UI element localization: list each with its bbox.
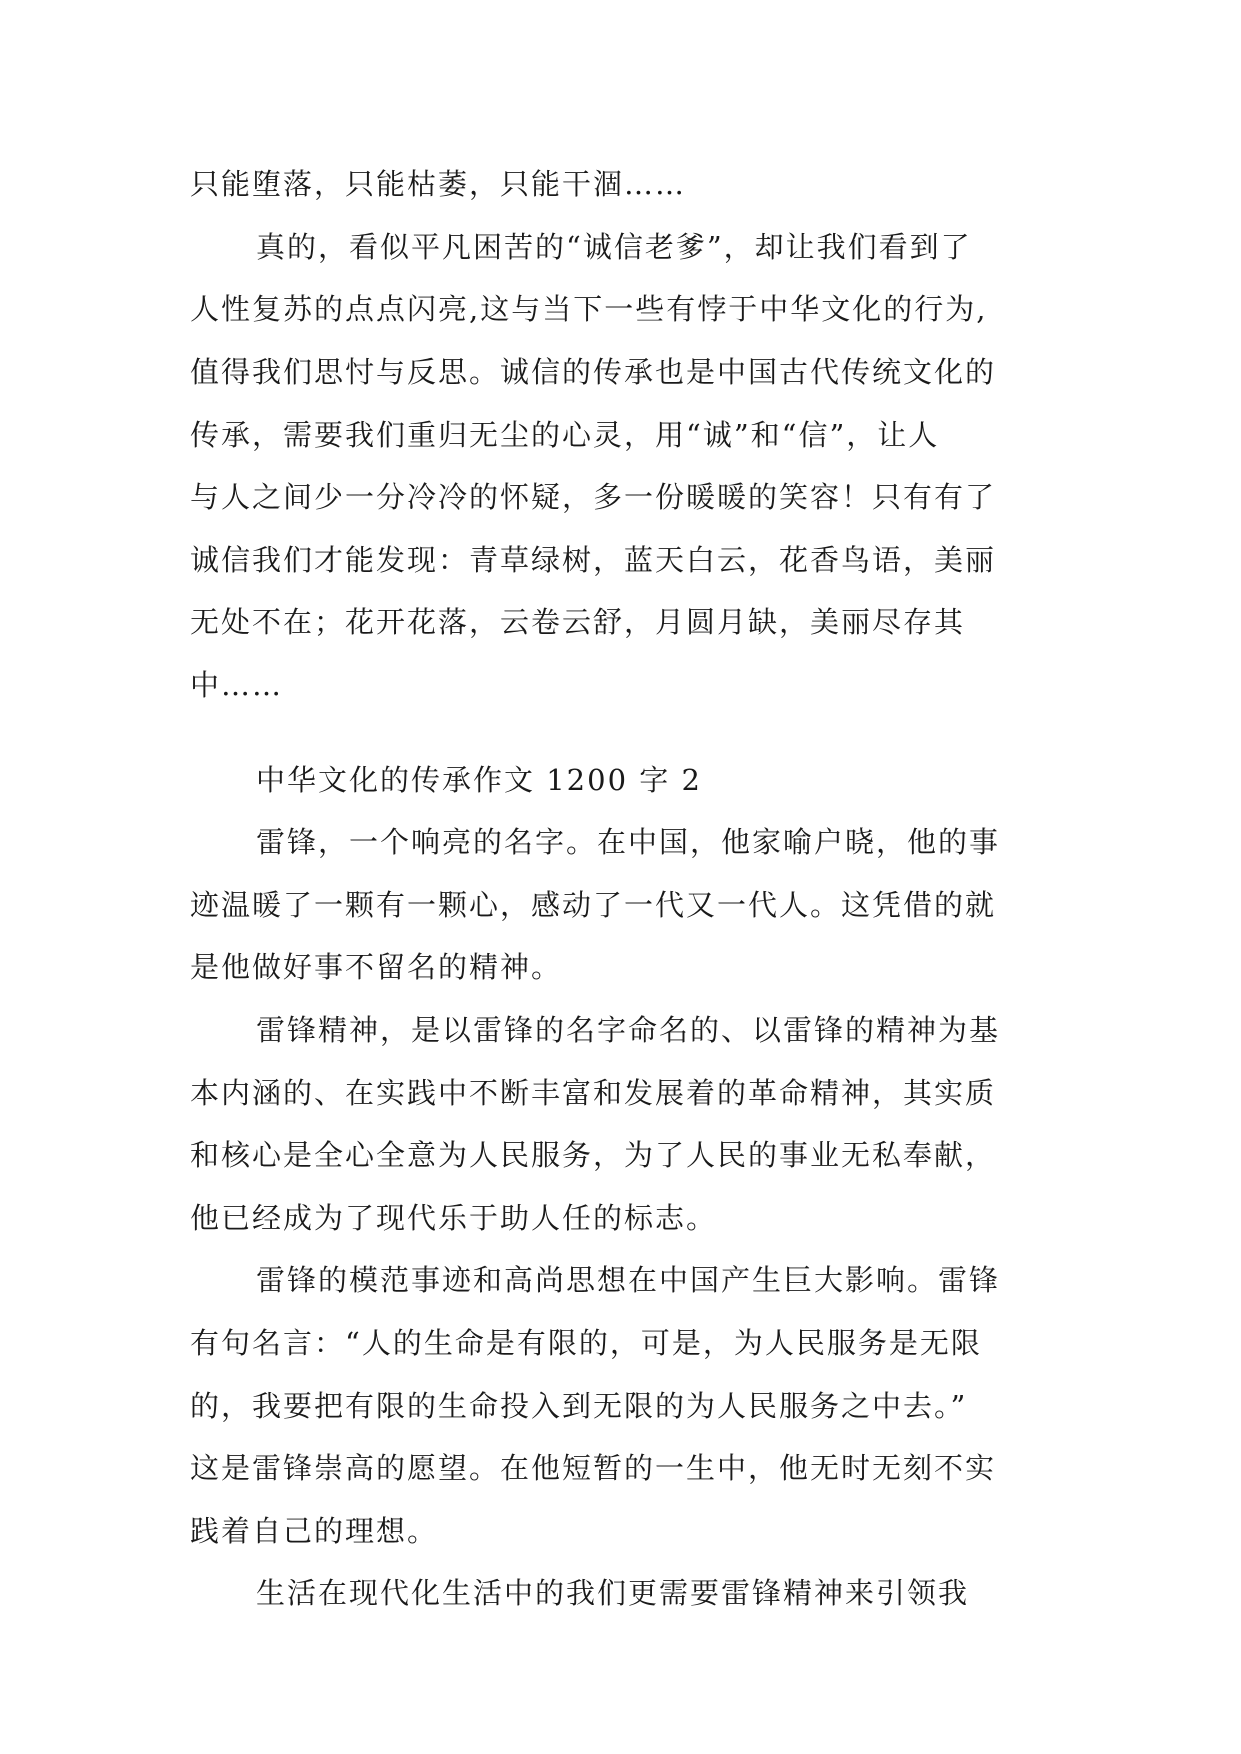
text-line: 诚信我们才能发现：青草绿树，蓝天白云，花香鸟语，美丽 [190,543,997,577]
text-line: 这是雷锋崇高的愿望。在他短暂的一生中，他无时无刻不实 [190,1451,997,1485]
text-line: 的，我要把有限的生命投入到无限的为人民服务之中去。” [190,1389,968,1423]
text-line: 生活在现代化生活中的我们更需要雷锋精神来引领我 [256,1576,970,1610]
text-line: 中…… [190,668,284,702]
text-line: 真的，看似平凡困苦的“诚信老爹”，却让我们看到了 [256,230,972,264]
text-line: 他已经成为了现代乐于助人任的标志。 [190,1201,718,1235]
text-line: 传承，需要我们重归无尘的心灵，用“诚”和“信”，让人 [190,418,940,452]
text-line: 和核心是全心全意为人民服务，为了人民的事业无私奉献， [190,1138,997,1172]
text-line: 只能堕落，只能枯萎，只能干涸…… [190,167,687,201]
text-line: 本内涵的、在实践中不断丰富和发展着的革命精神，其实质 [190,1076,997,1110]
text-line: 践着自己的理想。 [190,1514,439,1548]
text-line: 人性复苏的点点闪亮,这与当下一些有悖于中华文化的行为, [190,292,988,326]
text-line: 与人之间少一分冷冷的怀疑，多一份暖暖的笑容！只有有了 [190,480,997,514]
text-line: 值得我们思忖与反思。诚信的传承也是中国古代传统文化的 [190,355,997,389]
text-line: 是他做好事不留名的精神。 [190,950,563,984]
text-line: 有句名言：“人的生命是有限的，可是，为人民服务是无限 [190,1326,982,1360]
section-heading: 中华文化的传承作文 1200 字 2 [256,763,702,797]
text-line: 雷锋，一个响亮的名字。在中国，他家喻户晓，他的事 [256,825,1001,859]
text-line: 无处不在；花开花落，云卷云舒，月圆月缺，美丽尽存其 [190,605,966,639]
text-line: 迹温暖了一颗有一颗心，感动了一代又一代人。这凭借的就 [190,888,997,922]
text-line: 雷锋精神，是以雷锋的名字命名的、以雷锋的精神为基 [256,1013,1001,1047]
text-line: 雷锋的模范事迹和高尚思想在中国产生巨大影响。雷锋 [256,1263,1001,1297]
